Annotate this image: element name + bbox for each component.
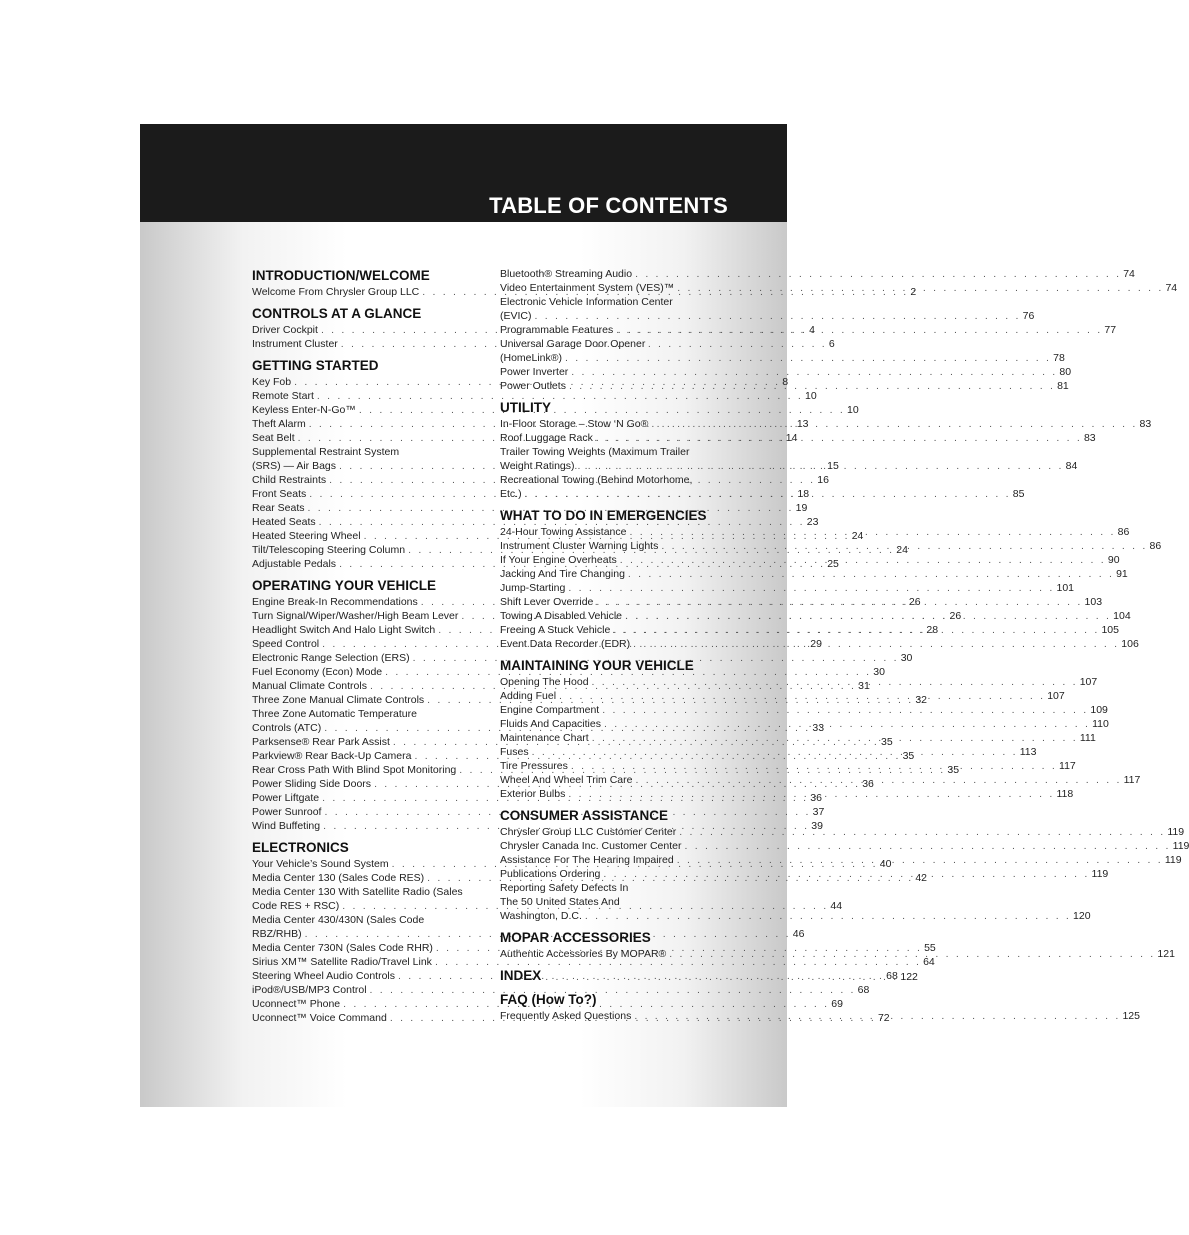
entry-name: Your Vehicle’s Sound System xyxy=(252,858,389,870)
toc-entry[interactable] xyxy=(252,983,870,997)
entry-name: iPod®/USB/MP3 Control xyxy=(252,984,367,996)
entry-name: Seat Belt xyxy=(252,432,295,444)
section-title[interactable]: GETTING STARTED xyxy=(252,358,379,373)
dot-leader xyxy=(545,971,898,983)
dot-leader xyxy=(568,787,1054,801)
dot-leader xyxy=(634,1009,1120,1023)
entry-page: 81 xyxy=(1057,380,1069,392)
entry-page: 125 xyxy=(1122,1010,1140,1022)
dot-leader xyxy=(620,553,1106,567)
entry-page: 8 xyxy=(782,376,789,388)
entry-name: Headlight Switch And Halo Light Switch xyxy=(252,624,436,636)
entry-page: 105 xyxy=(1101,624,1119,636)
entry-page: 107 xyxy=(1079,676,1098,688)
entry-page: 109 xyxy=(1090,704,1108,716)
entry-page: 118 xyxy=(1056,788,1074,800)
entry-page: 44 xyxy=(830,900,843,912)
entry-name: 24-Hour Towing Assistance xyxy=(500,526,627,538)
section-title: INDEX xyxy=(500,968,542,983)
toc-entry[interactable] xyxy=(500,581,1075,595)
dot-leader xyxy=(677,853,1163,867)
toc-entry[interactable] xyxy=(500,309,1035,323)
entry-page: 55 xyxy=(924,942,936,954)
dot-leader xyxy=(596,595,1082,609)
entry-name: Opening The Hood xyxy=(500,676,589,688)
dot-leader xyxy=(635,267,1121,281)
entry-page: 74 xyxy=(1123,268,1135,280)
entry-name: Jump-Starting xyxy=(500,582,566,594)
entry-page: 37 xyxy=(812,806,825,818)
dot-leader xyxy=(651,417,1137,431)
toc-entry[interactable] xyxy=(500,703,1108,717)
entry-name: Fuel Economy (Econ) Mode xyxy=(252,666,383,678)
dot-leader xyxy=(604,717,1090,731)
entry-page: 36 xyxy=(862,778,874,790)
entry-name: Steering Wheel Audio Controls xyxy=(252,970,395,982)
dot-leader xyxy=(677,281,1163,295)
dot-leader xyxy=(571,365,1057,379)
entry-name: Heated Steering Wheel xyxy=(252,530,361,542)
toc-entry[interactable] xyxy=(500,525,1130,539)
entry-page: 33 xyxy=(812,722,825,734)
dot-leader xyxy=(616,323,1102,337)
toc-entry[interactable] xyxy=(500,351,1065,365)
entry-name: Keyless Enter-N-Go™ xyxy=(252,404,356,416)
entry-page: 83 xyxy=(1083,432,1096,444)
entry-page: 78 xyxy=(1053,352,1065,364)
entry-name: Three Zone Manual Climate Controls xyxy=(252,694,425,706)
entry-page: 104 xyxy=(1113,610,1131,622)
entry-page: 6 xyxy=(828,338,835,350)
entry-page: 103 xyxy=(1084,596,1103,608)
section-title[interactable]: OPERATING YOUR VEHICLE xyxy=(252,578,437,593)
entry-name: Instrument Cluster Warning Lights xyxy=(500,540,659,552)
entry-name: Power Sliding Side Doors xyxy=(252,778,372,790)
dot-leader xyxy=(535,309,1021,323)
entry-page: 106 xyxy=(1121,638,1139,650)
entry-name: Exterior Bulbs xyxy=(500,788,566,800)
entry-page: 119 xyxy=(1164,854,1182,866)
section-title[interactable]: ELECTRONICS xyxy=(252,840,349,855)
entry-page: 26 xyxy=(949,610,962,622)
entry-page: 76 xyxy=(1022,310,1035,322)
dot-leader xyxy=(568,581,1054,595)
entry-page: 122 xyxy=(900,971,918,983)
section-title[interactable]: CONTROLS AT A GLANCE xyxy=(252,306,422,321)
entry-name: Fuses xyxy=(500,746,529,758)
entry-name: Wheel And Wheel Trim Care xyxy=(500,774,633,786)
entry-name: Media Center 730N (Sales Code RHR) xyxy=(252,942,433,954)
entry-name: Power Liftgate xyxy=(252,792,320,804)
toc-entry[interactable] xyxy=(500,267,1135,281)
entry-name: Bluetooth® Streaming Audio xyxy=(500,268,633,280)
entry-page: 10 xyxy=(805,390,817,402)
entry-page: 119 xyxy=(1167,826,1185,838)
dot-leader xyxy=(565,351,1051,365)
entry-page: 35 xyxy=(902,750,915,762)
entry-page: 30 xyxy=(900,652,913,664)
entry-name-line[interactable]: Media Center 130 With Satellite Radio (Sales xyxy=(252,886,463,898)
entry-page: 23 xyxy=(806,516,819,528)
entry-name: Weight Ratings) xyxy=(500,460,575,472)
entry-name: Chrysler Group LLC Customer Center xyxy=(500,826,677,838)
entry-name: Driver Cockpit xyxy=(252,324,318,336)
entry-page: 28 xyxy=(926,624,939,636)
entry-page: 80 xyxy=(1059,366,1072,378)
section-title[interactable]: WHAT TO DO IN EMERGENCIES xyxy=(500,508,707,523)
dot-leader xyxy=(669,947,1155,961)
dot-leader xyxy=(685,839,1171,853)
toc-entry[interactable] xyxy=(500,281,1178,295)
entry-name: Towing A Disabled Vehicle xyxy=(500,610,622,622)
dot-leader xyxy=(625,609,1111,623)
entry-name: Power Inverter xyxy=(500,366,569,378)
entry-name: Parksense® Rear Park Assist xyxy=(252,736,390,748)
entry-page: 10 xyxy=(847,404,859,416)
dot-leader xyxy=(592,675,1078,689)
entry-page: 120 xyxy=(1073,910,1091,922)
entry-name: Code RES + RSC) xyxy=(252,900,340,912)
entry-page: 68 xyxy=(886,970,898,982)
entry-name: Speed Control xyxy=(252,638,320,650)
toc-entry[interactable] xyxy=(500,567,1128,581)
entry-name: Fluids And Capacities xyxy=(500,718,601,730)
entry-page: 19 xyxy=(795,502,808,514)
entry-page: 4 xyxy=(809,324,815,336)
entry-name: Power Sunroof xyxy=(252,806,322,818)
entry-page: 35 xyxy=(947,764,960,776)
entry-name: Power Outlets xyxy=(500,380,566,392)
entry-name: Rear Seats xyxy=(252,502,305,514)
dot-leader xyxy=(569,379,1055,393)
section-title[interactable]: MAINTAINING YOUR VEHICLE xyxy=(500,658,694,673)
entry-page: 16 xyxy=(817,474,829,486)
entry-name: Rear Cross Path With Blind Spot Monitoring xyxy=(252,764,457,776)
entry-name: Turn Signal/Wiper/Washer/High Beam Lever xyxy=(252,610,459,622)
entry-page: 64 xyxy=(923,956,935,968)
entry-page: 24 xyxy=(851,530,864,542)
section-title[interactable]: MOPAR ACCESSORIES xyxy=(500,930,651,945)
dot-leader xyxy=(628,567,1114,581)
dot-leader xyxy=(525,487,1011,501)
dot-leader xyxy=(578,459,1064,473)
toc-entry[interactable] xyxy=(252,651,913,665)
entry-name: Jacking And Tire Changing xyxy=(500,568,625,580)
entry-name: Roof Luggage Rack xyxy=(500,432,593,444)
entry-name: Front Seats xyxy=(252,488,307,500)
section-title[interactable]: INTRODUCTION/WELCOME xyxy=(252,268,430,283)
entry-name: Engine Break-In Recommendations xyxy=(252,596,418,608)
entry-page: 25 xyxy=(827,558,839,570)
entry-name: If Your Engine Overheats xyxy=(500,554,617,566)
entry-page: 30 xyxy=(873,666,885,678)
entry-name: Authentic Accessories By MOPAR® xyxy=(500,948,667,960)
entry-page: 119 xyxy=(1091,868,1109,880)
dot-leader xyxy=(661,539,1147,553)
entry-name: Manual Climate Controls xyxy=(252,680,367,692)
entry-name: Engine Compartment xyxy=(500,704,600,716)
entry-page: 86 xyxy=(1149,540,1162,552)
entry-page: 42 xyxy=(915,872,927,884)
entry-name: Event Data Recorder (EDR) xyxy=(500,638,631,650)
entry-name: (EVIC) xyxy=(500,310,532,322)
entry-name-line[interactable]: The 50 United States And xyxy=(500,896,620,908)
entry-page: 72 xyxy=(877,1012,890,1024)
entry-page: 14 xyxy=(785,432,798,444)
entry-page: 15 xyxy=(827,460,839,472)
entry-name: Chrysler Canada Inc. Customer Center xyxy=(500,840,682,852)
entry-name: Heated Seats xyxy=(252,516,316,528)
entry-name: Electronic Range Selection (ERS) xyxy=(252,652,410,664)
entry-page: 119 xyxy=(1172,840,1189,852)
toc-entry[interactable] xyxy=(500,365,1072,379)
entry-name: Welcome From Chrysler Group LLC xyxy=(252,286,420,298)
entry-page: 90 xyxy=(1107,554,1120,566)
dot-leader xyxy=(629,525,1115,539)
toc-entry[interactable] xyxy=(500,379,1069,393)
entry-page: 84 xyxy=(1065,460,1078,472)
entry-name: Remote Start xyxy=(252,390,314,402)
entry-page: 117 xyxy=(1059,760,1076,772)
section-title[interactable]: CONSUMER ASSISTANCE xyxy=(500,808,669,823)
dot-leader xyxy=(603,867,1089,881)
entry-name: Instrument Cluster xyxy=(252,338,338,350)
toc-entry[interactable] xyxy=(252,501,808,515)
entry-page: 113 xyxy=(1019,746,1037,758)
entry-name: Assistance For The Hearing Impaired xyxy=(500,854,674,866)
entry-name: Controls (ATC) xyxy=(252,722,322,734)
entry-page: 91 xyxy=(1116,568,1128,580)
entry-name: Tire Pressures xyxy=(500,760,568,772)
entry-name: Child Restraints xyxy=(252,474,327,486)
toc-page xyxy=(140,124,1189,1107)
entry-name: Publications Ordering xyxy=(500,868,601,880)
entry-name: Key Fob xyxy=(252,376,292,388)
dot-leader xyxy=(602,703,1088,717)
entry-name: (SRS) — Air Bags xyxy=(252,460,337,472)
entry-name: Programmable Features xyxy=(500,324,614,336)
dot-leader xyxy=(635,773,1121,787)
dot-leader xyxy=(596,431,1082,445)
toc-entry[interactable] xyxy=(500,323,1117,337)
entry-name: Uconnect™ Phone xyxy=(252,998,341,1010)
dot-leader xyxy=(592,731,1078,745)
dot-leader xyxy=(559,689,1045,703)
dot-leader xyxy=(613,623,1099,637)
entry-page: 110 xyxy=(1092,718,1109,730)
entry-name: Tilt/Telescoping Steering Column xyxy=(252,544,406,556)
entry-page: 40 xyxy=(879,858,892,870)
entry-page: 69 xyxy=(831,998,843,1010)
header-bar xyxy=(140,124,787,222)
entry-name: Maintenance Chart xyxy=(500,732,589,744)
entry-page: 2 xyxy=(910,286,917,298)
entry-page: 111 xyxy=(1079,732,1096,744)
section-title[interactable]: FAQ (How To?) xyxy=(500,992,597,1007)
entry-page: 26 xyxy=(908,596,921,608)
entry-name-line[interactable]: Media Center 430/430N (Sales Code xyxy=(252,914,425,926)
entry-name: Shift Lever Override xyxy=(500,596,594,608)
entry-name-line[interactable]: Trailer Towing Weights (Maximum Trailer xyxy=(500,446,690,458)
toc-entry[interactable] xyxy=(500,839,1189,853)
entry-page: 121 xyxy=(1157,948,1175,960)
section-title[interactable]: UTILITY xyxy=(500,400,551,415)
entry-name: Uconnect™ Voice Command xyxy=(252,1012,387,1024)
entry-name: (HomeLink®) xyxy=(500,352,563,364)
entry-name: Etc.) xyxy=(500,488,522,500)
entry-name: Video Entertainment System (VES)™ xyxy=(500,282,675,294)
entry-name: Sirius XM™ Satellite Radio/Travel Link xyxy=(252,956,432,968)
entry-page: 31 xyxy=(858,680,870,692)
entry-page: 74 xyxy=(1165,282,1178,294)
entry-page: 77 xyxy=(1104,324,1117,336)
entry-name: Wind Buffeting xyxy=(252,820,321,832)
entry-page: 107 xyxy=(1047,690,1065,702)
entry-name: Adding Fuel xyxy=(500,690,557,702)
dot-leader xyxy=(585,909,1071,923)
dot-leader xyxy=(571,759,1057,773)
entry-name: Frequently Asked Questions xyxy=(500,1010,632,1022)
entry-name: Media Center 130 (Sales Code RES) xyxy=(252,872,425,884)
section-electronics-continued xyxy=(500,267,1178,393)
entry-name: Parkview® Rear Back-Up Camera xyxy=(252,750,412,762)
entry-page: 85 xyxy=(1012,488,1025,500)
entry-page: 46 xyxy=(792,928,805,940)
entry-name: Theft Alarm xyxy=(252,418,306,430)
entry-name: In-Floor Storage – Stow ‘N Go® xyxy=(500,418,649,430)
entry-name-line[interactable]: Reporting Safety Defects In xyxy=(500,882,629,894)
entry-name-line[interactable]: Universal Garage Door Opener xyxy=(500,338,646,350)
entry-page: 13 xyxy=(796,418,809,430)
entry-page: 35 xyxy=(881,736,893,748)
page-title: TABLE OF CONTENTS xyxy=(489,193,728,218)
entry-name: Washington, D.C. xyxy=(500,910,582,922)
entry-name-line[interactable]: Supplemental Restraint System xyxy=(252,446,400,458)
entry-name-line[interactable]: Three Zone Automatic Temperature xyxy=(252,708,417,720)
entry-page: 24 xyxy=(896,544,908,556)
entry-name: RBZ/RHB) xyxy=(252,928,302,940)
entry-page: 68 xyxy=(857,984,870,996)
toc-entry[interactable] xyxy=(500,909,1091,923)
entry-page: 29 xyxy=(810,638,822,650)
toc-entry[interactable] xyxy=(252,389,817,403)
entry-page: 101 xyxy=(1056,582,1075,594)
entry-page: 83 xyxy=(1139,418,1152,430)
entry-page: 36 xyxy=(810,792,822,804)
entry-page: 32 xyxy=(915,694,927,706)
toc-entry[interactable] xyxy=(252,955,935,969)
dot-leader xyxy=(633,637,1119,651)
entry-page: 86 xyxy=(1117,526,1130,538)
entry-name-line[interactable]: Recreational Towing (Behind Motorhome, xyxy=(500,474,693,486)
dot-leader xyxy=(679,825,1165,839)
entry-name: Freeing A Stuck Vehicle xyxy=(500,624,611,636)
entry-name: Adjustable Pedals xyxy=(252,558,337,570)
dot-leader xyxy=(532,745,1018,759)
entry-page: 117 xyxy=(1123,774,1141,786)
entry-page: 39 xyxy=(811,820,823,832)
entry-page: 18 xyxy=(797,488,810,500)
entry-name-line[interactable]: Electronic Vehicle Information Center xyxy=(500,296,673,308)
